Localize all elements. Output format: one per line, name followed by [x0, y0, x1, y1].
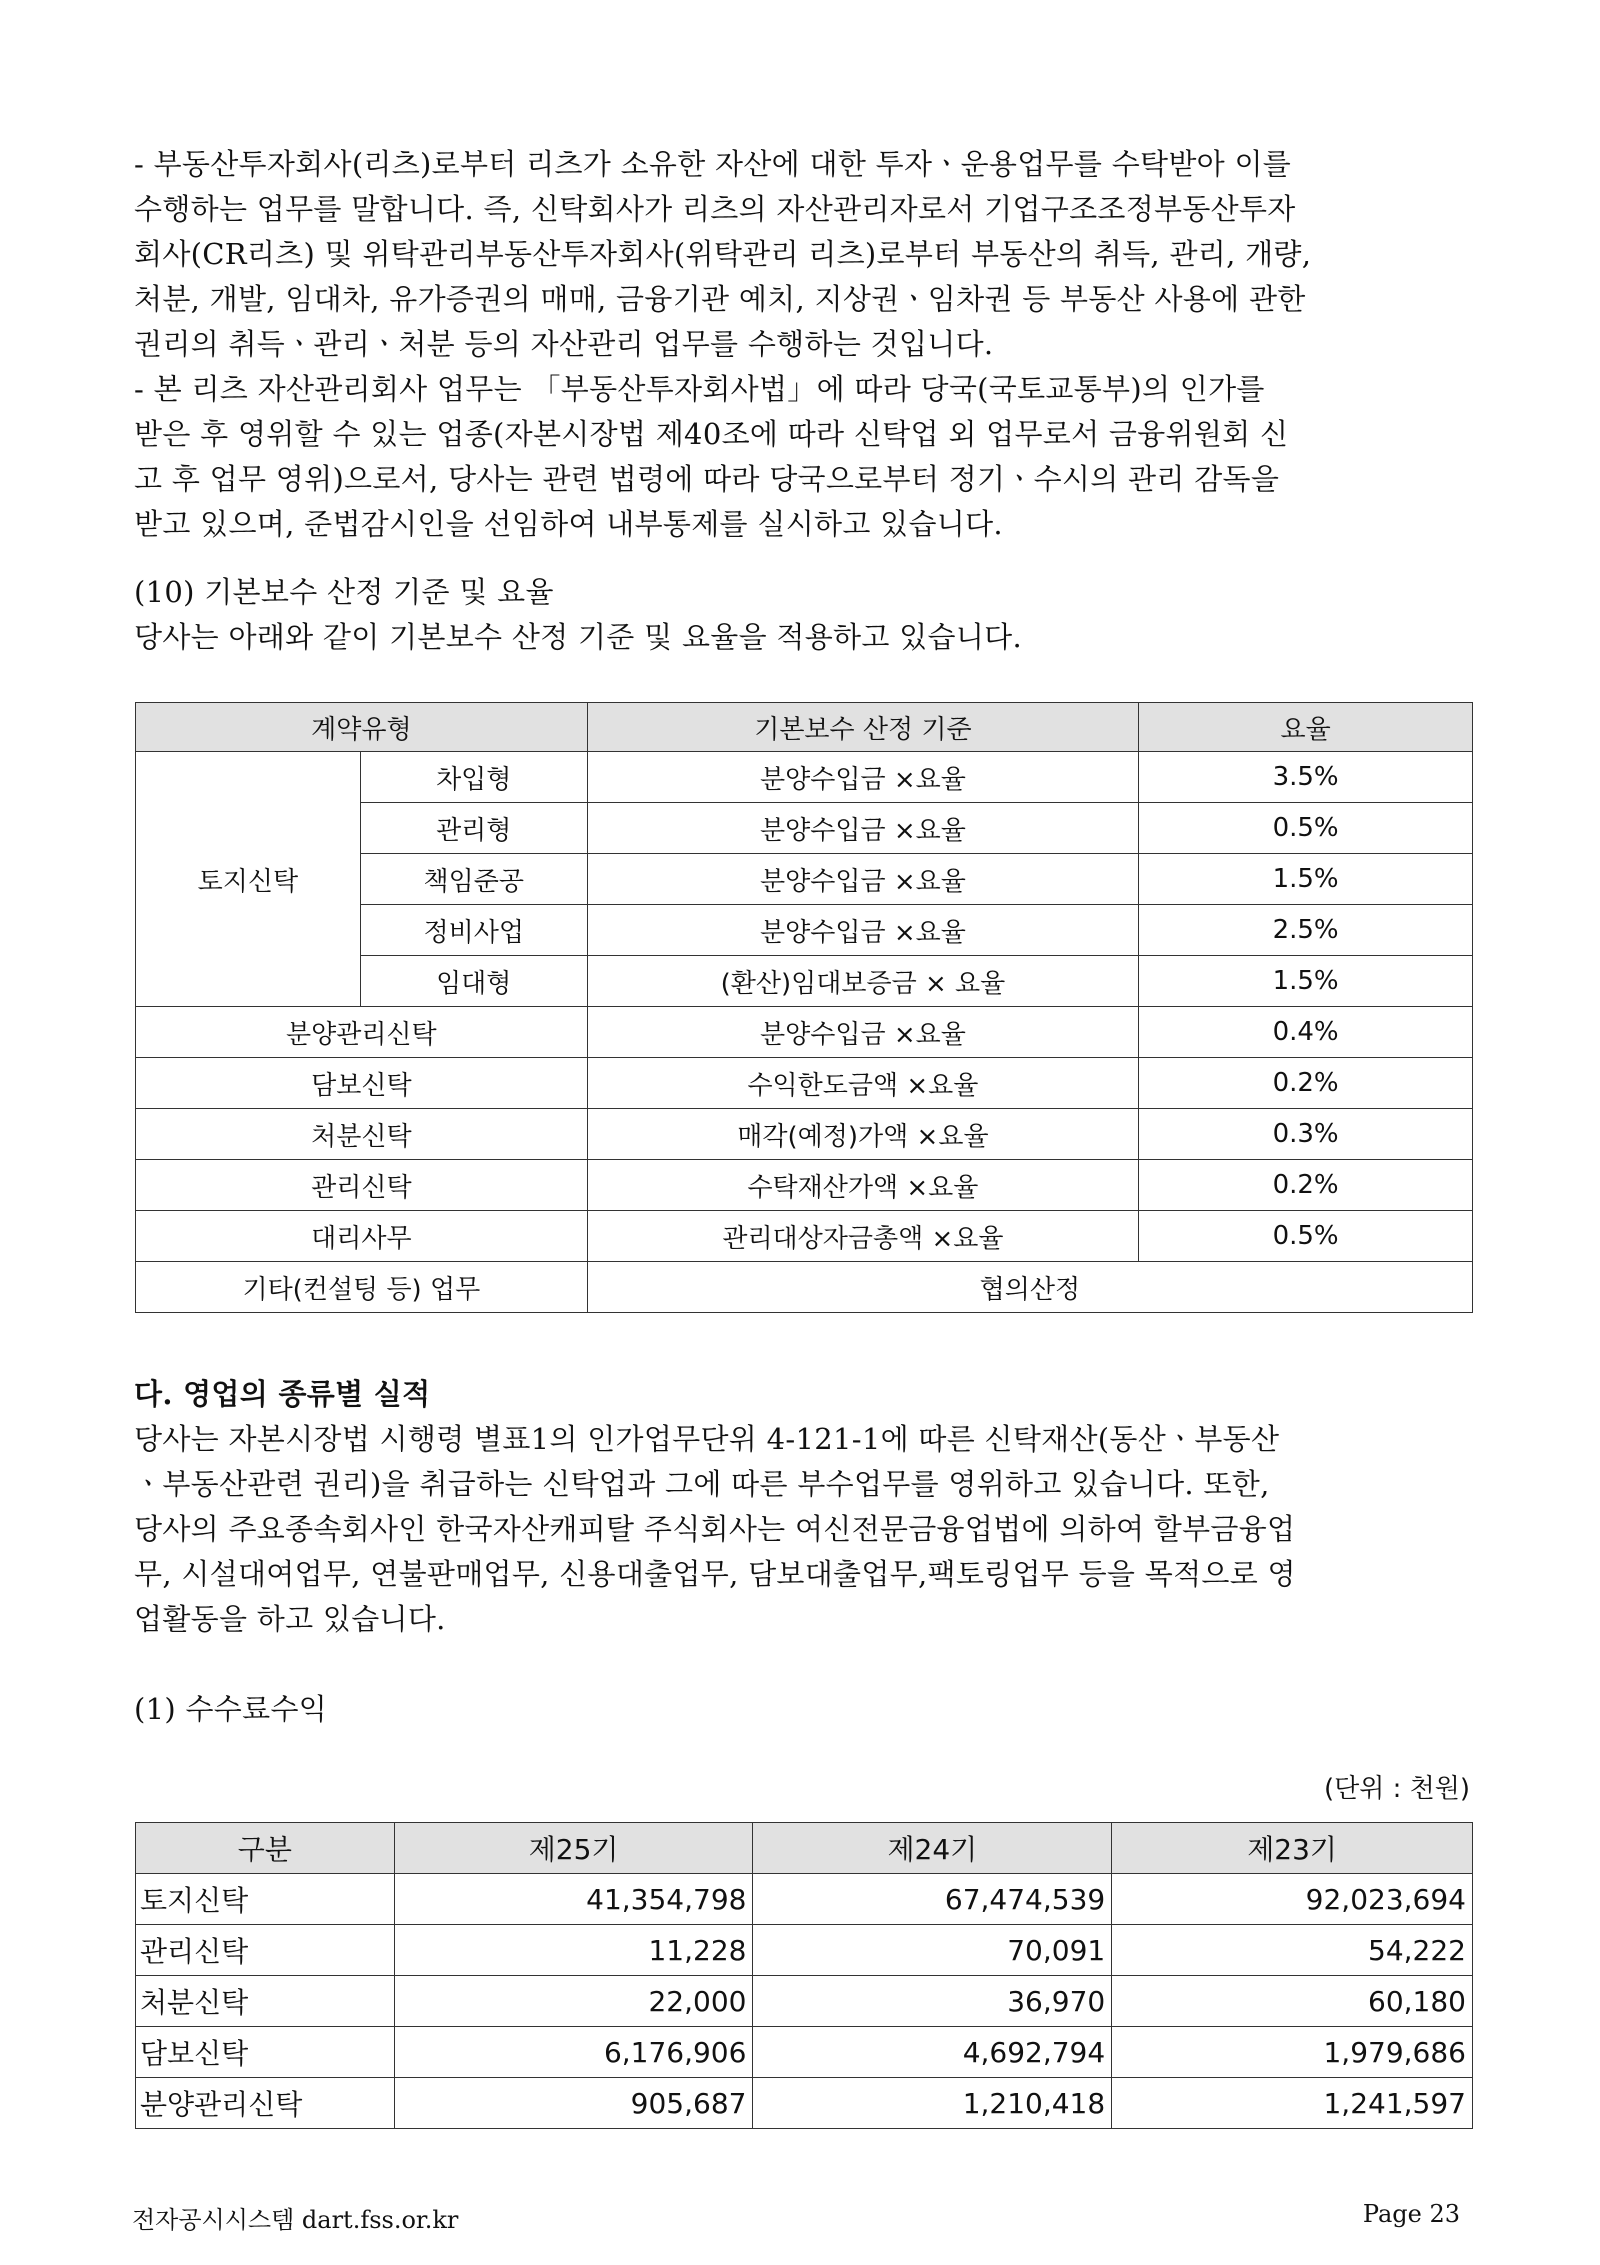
table-row [136, 1211, 1473, 1262]
basis-cell: 분양수입금 ×요율 [587, 854, 1139, 905]
table-header-row [136, 703, 1473, 752]
contract-type-cell: 처분신탁 [136, 1109, 588, 1160]
text-line: 회사(CR리츠) 및 위탁관리부동산투자회사(위탁관리 리츠)로부터 부동산의 취득, 관리, 개량, [134, 237, 1312, 271]
value-cell: 11,228 [394, 1925, 753, 1976]
table-row [136, 1925, 1473, 1976]
text-line: 수행하는 업무를 말합니다. 즉, 신탁회사가 리츠의 자산관리자로서 기업구조조정부동산투자 [134, 192, 1296, 226]
text-line: 받고 있으며, 준법감시인을 선임하여 내부통제를 실시하고 있습니다. [134, 507, 1003, 541]
rate-cell: 0.4% [1139, 1007, 1473, 1058]
rate-cell: 1.5% [1139, 854, 1473, 905]
section-heading: 다. 영업의 종류별 실적 [134, 1377, 431, 1411]
contract-type-cell: 대리사무 [136, 1211, 588, 1262]
text-line: - 부동산투자회사(리츠)로부터 리츠가 소유한 자산에 대한 투자ㆍ운용업무를 수탁받아 이를 [134, 147, 1292, 181]
table-row [136, 752, 1473, 803]
value-cell: 1,241,597 [1112, 2078, 1473, 2129]
row-label-cell: 분양관리신탁 [136, 2078, 395, 2129]
basis-cell: 협의산정 [587, 1262, 1472, 1313]
rate-cell: 0.3% [1139, 1109, 1473, 1160]
contract-type-cell: 책임준공 [360, 854, 587, 905]
basis-cell: 분양수입금 ×요율 [587, 905, 1139, 956]
basis-cell: 수탁재산가액 ×요율 [587, 1160, 1139, 1211]
value-cell: 1,979,686 [1112, 2027, 1473, 2078]
contract-type-cell: 기타(컨설팅 등) 업무 [136, 1262, 588, 1313]
table-row [136, 1058, 1473, 1109]
value-cell: 41,354,798 [394, 1874, 753, 1925]
table-row [136, 1109, 1473, 1160]
table-header-row [136, 1823, 1473, 1874]
rate-cell: 1.5% [1139, 956, 1473, 1007]
rate-cell: 3.5% [1139, 752, 1473, 803]
value-cell: 36,970 [753, 1976, 1112, 2027]
table-row [136, 1976, 1473, 2027]
value-cell: 1,210,418 [753, 2078, 1112, 2129]
section-title: (10) 기본보수 산정 기준 및 요율 [134, 575, 554, 609]
contract-type-cell: 관리신탁 [136, 1160, 588, 1211]
contract-type-cell: 관리형 [360, 803, 587, 854]
text-line: 권리의 취득ㆍ관리ㆍ처분 등의 자산관리 업무를 수행하는 것입니다. [134, 327, 994, 361]
table-row [136, 1160, 1473, 1211]
row-label-cell: 토지신탁 [136, 1874, 395, 1925]
text-line: 무, 시설대여업무, 연불판매업무, 신용대출업무, 담보대출업무,팩토링업무 등을 목적으로 영 [134, 1557, 1296, 1591]
basis-cell: 분양수입금 ×요율 [587, 1007, 1139, 1058]
contract-type-cell: 차입형 [360, 752, 587, 803]
value-cell: 60,180 [1112, 1976, 1473, 2027]
text-line: 업활동을 하고 있습니다. [134, 1602, 446, 1636]
value-cell: 22,000 [394, 1976, 753, 2027]
text-line: 처분, 개발, 임대차, 유가증권의 매매, 금융기관 예치, 지상권ㆍ임차권 등 부동산 사용에 관한 [134, 282, 1306, 316]
unit-note: (단위 : 천원) [1323, 1774, 1470, 1804]
contract-type-cell: 분양관리신탁 [136, 1007, 588, 1058]
basis-cell: 매각(예정)가액 ×요율 [587, 1109, 1139, 1160]
basis-cell: 분양수입금 ×요율 [587, 803, 1139, 854]
table-row [136, 1874, 1473, 1925]
basis-cell: 수익한도금액 ×요율 [587, 1058, 1139, 1109]
row-label-cell: 처분신탁 [136, 1976, 395, 2027]
table-row [136, 2078, 1473, 2129]
subsection-title: (1) 수수료수익 [134, 1692, 328, 1726]
rate-cell: 2.5% [1139, 905, 1473, 956]
text-line: 받은 후 영위할 수 있는 업종(자본시장법 제40조에 따라 신탁업 외 업무로서 금융위원회 신 [134, 417, 1289, 451]
value-cell: 67,474,539 [753, 1874, 1112, 1925]
value-cell: 54,222 [1112, 1925, 1473, 1976]
fee-revenue-table [135, 1822, 1473, 2129]
rate-cell: 0.5% [1139, 803, 1473, 854]
header-cell: 제23기 [1112, 1823, 1473, 1874]
header-cell: 계약유형 [136, 703, 588, 752]
page-number: Page 23 [1362, 2200, 1460, 2228]
contract-type-cell: 담보신탁 [136, 1058, 588, 1109]
header-cell: 구분 [136, 1823, 395, 1874]
text-line: ㆍ부동산관련 권리)을 취급하는 신탁업과 그에 따른 부수업무를 영위하고 있습니다. 또한, [134, 1467, 1270, 1501]
land-trust-cell: 토지신탁 [136, 752, 361, 1007]
value-cell: 6,176,906 [394, 2027, 753, 2078]
reits-description [134, 142, 1474, 547]
value-cell: 92,023,694 [1112, 1874, 1473, 1925]
section-description: 당사는 아래와 같이 기본보수 산정 기준 및 요율을 적용하고 있습니다. [134, 620, 1022, 654]
header-cell: 기본보수 산정 기준 [587, 703, 1139, 752]
value-cell: 70,091 [753, 1925, 1112, 1976]
spacer [134, 1642, 1474, 1687]
section-da [134, 1372, 1474, 1732]
text-line: 고 후 업무 영위)으로서, 당사는 관련 법령에 따라 당국으로부터 정기ㆍ수시의 관리 감독을 [134, 462, 1280, 496]
row-label-cell: 관리신탁 [136, 1925, 395, 1976]
section-10 [134, 570, 1474, 660]
basis-cell: 분양수입금 ×요율 [587, 752, 1139, 803]
header-cell: 제25기 [394, 1823, 753, 1874]
header-cell: 요율 [1139, 703, 1473, 752]
table-row [136, 1007, 1473, 1058]
table-row [136, 1262, 1473, 1313]
contract-type-cell: 정비사업 [360, 905, 587, 956]
basis-cell: (환산)임대보증금 × 요율 [587, 956, 1139, 1007]
rate-cell: 0.5% [1139, 1211, 1473, 1262]
table-row [136, 2027, 1473, 2078]
fee-rate-table [135, 702, 1473, 1313]
text-line: - 본 리츠 자산관리회사 업무는 「부동산투자회사법」에 따라 당국(국토교통부)의 인가를 [134, 372, 1265, 406]
value-cell: 4,692,794 [753, 2027, 1112, 2078]
footer-source: 전자공시시스템 dart.fss.or.kr [132, 2206, 459, 2234]
contract-type-cell: 임대형 [360, 956, 587, 1007]
rate-cell: 0.2% [1139, 1160, 1473, 1211]
header-cell: 제24기 [753, 1823, 1112, 1874]
text-line: 당사는 자본시장법 시행령 별표1의 인가업무단위 4-121-1에 따른 신탁재산(동산ㆍ부동산 [134, 1422, 1280, 1456]
row-label-cell: 담보신탁 [136, 2027, 395, 2078]
value-cell: 905,687 [394, 2078, 753, 2129]
rate-cell: 0.2% [1139, 1058, 1473, 1109]
text-line: 당사의 주요종속회사인 한국자산캐피탈 주식회사는 여신전문금융업법에 의하여 할부금융업 [134, 1512, 1296, 1546]
basis-cell: 관리대상자금총액 ×요율 [587, 1211, 1139, 1262]
